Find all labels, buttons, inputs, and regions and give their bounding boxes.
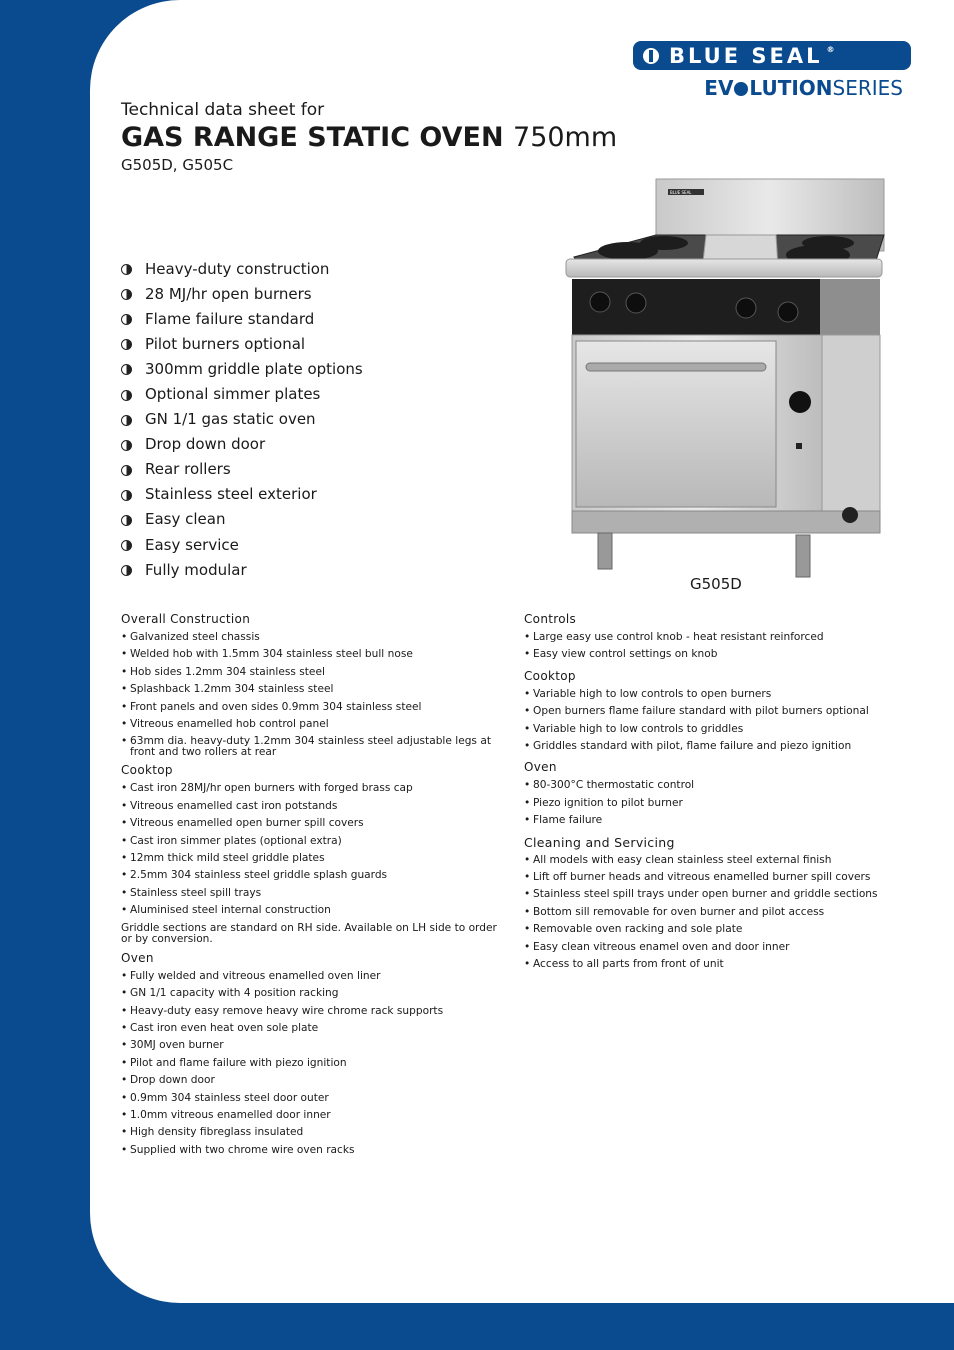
list-item: • Easy clean vitreous enamel oven and door inner — [524, 939, 924, 956]
list-item: • Vitreous enamelled hob control panel — [121, 716, 501, 733]
feature-label: Heavy-duty construction — [145, 259, 330, 278]
feature-item — [121, 381, 363, 406]
list-item: • Galvanized steel chassis — [121, 629, 501, 646]
list-item: • GN 1/1 capacity with 4 position racking — [121, 985, 501, 1002]
list-item: • Fully welded and vitreous enamelled oven liner — [121, 968, 501, 985]
list-item: • Variable high to low controls to open burners — [524, 686, 924, 703]
list-item: • Welded hob with 1.5mm 304 stainless steel bull nose — [121, 646, 501, 663]
list-item: • Pilot and flame failure with piezo ignition — [121, 1055, 501, 1072]
evolution-series-logo — [633, 76, 911, 100]
half-circle-bullet-icon — [121, 264, 132, 275]
feature-list — [121, 256, 363, 582]
series-text-series: SERIES — [832, 76, 903, 100]
list-item: • 1.0mm vitreous enamelled door inner — [121, 1107, 501, 1124]
list-item: • Stainless steel spill trays — [121, 885, 501, 902]
list-item: • Lift off burner heads and vitreous enamelled burner spill covers — [524, 869, 924, 886]
list-item: • Griddles standard with pilot, flame failure and piezo ignition — [524, 738, 924, 755]
page-title — [121, 122, 617, 153]
feature-item — [121, 256, 363, 281]
list-item: • Stainless steel spill trays under open burner and griddle sections — [524, 886, 924, 903]
list-item: • Open burners flame failure standard with pilot burners optional — [524, 703, 924, 720]
feature-label: 300mm griddle plate options — [145, 359, 363, 378]
feature-label: Easy clean — [145, 510, 226, 529]
list-item: • Drop down door — [121, 1072, 501, 1089]
cooktop-construction-list — [121, 780, 501, 919]
title-product: GAS RANGE STATIC OVEN — [121, 122, 504, 153]
feature-item — [121, 306, 363, 331]
blue-frame-left — [0, 0, 90, 1350]
oven-controls-heading: Oven — [524, 760, 557, 775]
series-dot-icon — [734, 82, 748, 96]
cleaning-servicing-heading: Cleaning and Servicing — [524, 834, 675, 850]
cooktop-controls-list — [524, 686, 924, 756]
half-circle-bullet-icon — [121, 415, 132, 426]
overall-construction-list — [121, 629, 501, 761]
list-item: • Cast iron simmer plates (optional extra) — [121, 833, 501, 850]
model-numbers: G505D, G505C — [121, 156, 234, 174]
list-item: • Removable oven racking and sole plate — [524, 921, 924, 938]
list-item: • Supplied with two chrome wire oven racks — [121, 1142, 501, 1159]
blue-seal-badge — [633, 41, 911, 70]
list-item: • Flame failure — [524, 812, 924, 829]
feature-label: Stainless steel exterior — [145, 485, 317, 504]
feature-item — [121, 407, 363, 432]
list-item: • 2.5mm 304 stainless steel griddle splash guards — [121, 867, 501, 884]
half-circle-bullet-icon — [121, 364, 132, 375]
feature-label: Optional simmer plates — [145, 385, 321, 404]
backsplash-badge: BLUE SEAL — [670, 190, 692, 195]
list-item: • Cast iron even heat oven sole plate — [121, 1020, 501, 1037]
product-image — [556, 175, 890, 585]
list-item: • High density fibreglass insulated — [121, 1124, 501, 1141]
list-item: • 0.9mm 304 stainless steel door outer — [121, 1090, 501, 1107]
list-item: • Access to all parts from front of unit — [524, 956, 924, 973]
brand-name: BLUE SEAL — [669, 43, 823, 68]
series-text-ev: EV — [704, 76, 734, 100]
feature-label: GN 1/1 gas static oven — [145, 410, 316, 429]
half-circle-bullet-icon — [121, 465, 132, 476]
oven-construction-list — [121, 968, 501, 1159]
spec-column-left — [121, 610, 501, 1159]
series-text-lution: LUTION — [749, 76, 833, 100]
list-item: • Hob sides 1.2mm 304 stainless steel — [121, 664, 501, 681]
oven-heading: Oven — [121, 950, 154, 965]
controls-heading: Controls — [524, 612, 577, 626]
oven-controls-list — [524, 777, 924, 829]
controls-list — [524, 629, 924, 664]
feature-label: 28 MJ/hr open burners — [145, 284, 312, 303]
half-circle-bullet-icon — [121, 565, 132, 576]
feature-label: Fully modular — [145, 560, 247, 579]
list-item: • 12mm thick mild steel griddle plates — [121, 850, 501, 867]
half-circle-bullet-icon — [121, 515, 132, 526]
list-item: • Piezo ignition to pilot burner — [524, 795, 924, 812]
feature-item — [121, 457, 363, 482]
seal-dot-icon — [643, 48, 659, 64]
half-circle-bullet-icon — [121, 440, 132, 451]
overall-construction-heading: Overall Construction — [121, 612, 251, 626]
feature-label: Easy service — [145, 535, 239, 554]
list-item: • Bottom sill removable for oven burner and pilot access — [524, 904, 924, 921]
feature-item — [121, 432, 363, 457]
product-caption: G505D — [690, 575, 742, 593]
half-circle-bullet-icon — [121, 490, 132, 501]
list-item: • 30MJ oven burner — [121, 1037, 501, 1054]
feature-item — [121, 532, 363, 557]
feature-label: Drop down door — [145, 435, 266, 454]
list-item: • Large easy use control knob - heat resistant reinforced — [524, 629, 924, 646]
pre-title: Technical data sheet for — [121, 100, 325, 120]
feature-item — [121, 507, 363, 532]
list-item: • Cast iron 28MJ/hr open burners with forged brass cap — [121, 780, 501, 797]
spec-column-right — [524, 610, 924, 974]
feature-item — [121, 482, 363, 507]
feature-item — [121, 356, 363, 381]
cooktop-controls-heading: Cooktop — [524, 668, 576, 683]
list-item: • Splashback 1.2mm 304 stainless steel — [121, 681, 501, 698]
feature-label: Pilot burners optional — [145, 334, 306, 353]
list-item: • Easy view control settings on knob — [524, 646, 924, 663]
title-size: 750mm — [513, 122, 618, 153]
registered-mark: ® — [826, 45, 835, 54]
half-circle-bullet-icon — [121, 314, 132, 325]
brand-logo — [633, 41, 911, 100]
list-item: • Variable high to low controls to griddles — [524, 721, 924, 738]
cooktop-heading: Cooktop — [121, 763, 173, 778]
list-item: • Vitreous enamelled cast iron potstands — [121, 798, 501, 815]
half-circle-bullet-icon — [121, 289, 132, 300]
cleaning-servicing-list — [524, 852, 924, 974]
feature-item — [121, 281, 363, 306]
list-item: • Front panels and oven sides 0.9mm 304 stainless steel — [121, 699, 501, 716]
feature-item — [121, 557, 363, 582]
half-circle-bullet-icon — [121, 390, 132, 401]
half-circle-bullet-icon — [121, 339, 132, 350]
feature-item — [121, 331, 363, 356]
list-item: • 63mm dia. heavy-duty 1.2mm 304 stainless steel adjustable legs at front and two rollers at rear — [121, 733, 501, 761]
blue-frame-bottom — [0, 1303, 954, 1350]
list-item: • Aluminised steel internal construction — [121, 902, 501, 919]
feature-label: Flame failure standard — [145, 309, 315, 328]
list-item: • Heavy-duty easy remove heavy wire chrome rack supports — [121, 1003, 501, 1020]
feature-label: Rear rollers — [145, 460, 231, 479]
list-item: • Vitreous enamelled open burner spill covers — [121, 815, 501, 832]
list-item: • 80-300°C thermostatic control — [524, 777, 924, 794]
list-item: • All models with easy clean stainless steel external finish — [524, 852, 924, 869]
half-circle-bullet-icon — [121, 540, 132, 551]
griddle-note: Griddle sections are standard on RH side. Available on LH side to order or by conversion. — [121, 921, 497, 945]
